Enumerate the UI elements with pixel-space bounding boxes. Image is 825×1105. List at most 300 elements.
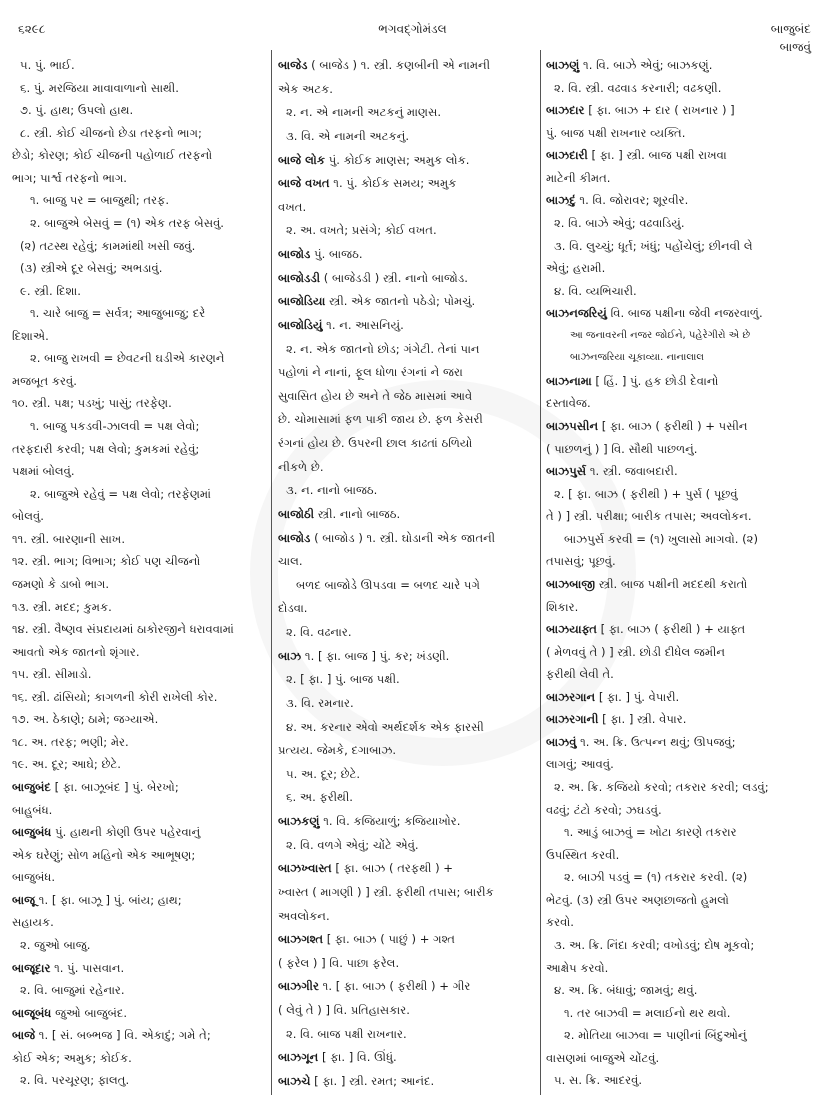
headword: બાઝ [278,648,302,663]
definition-text: ૫. પું. ભાઈ. [20,58,75,72]
definition-line [278,388,534,404]
definition-text: ૨. બાજુએ બેસવું = (૧) એક તરફ બેસવું. [30,215,224,230]
headword: બાઝગીર [278,979,319,994]
definition-line [12,644,268,660]
definition-text: [ ફા. બાઝ ( તરફથી ) + [331,861,454,876]
definition-line [12,576,268,592]
dictionary-entry-line [278,530,534,546]
definition-text: પું. બાજઠ. [310,247,363,261]
definition-line [12,689,268,705]
headword: બાઝનજરિયું [546,306,607,321]
definition-text: તરફદારી કરવી; પક્ષ લેવો; કુમકમાં રહેવું; [12,441,200,456]
definition-text: સહાયક. [12,915,54,930]
dictionary-entry-line [278,57,534,73]
guide-word-bottom: બાજવું [779,40,811,54]
headword: બાઝગશ્ત [278,932,324,947]
definition-text: ૨. બાઝી પડવું = (૧) તકરાર કરવી. (૨) [564,870,748,885]
definition-text: બાઝનજરિયા ચૂકાવ્યા. નાનાલાલ [570,352,704,364]
definition-line [546,553,814,569]
definition-text: ૨. વિ. વળગે એવું; ચોંટે એવું. [286,837,419,852]
definition-text: નીકળે છે. [278,459,324,474]
definition-text: અવલોકન. [278,908,330,923]
definition-text: ૧. બાજુ પકડવી-ઝાલવી = પક્ષ લેવો; [30,419,200,433]
column-3 [546,57,814,1089]
definition-text: ૨. મોતિયા બાઝવા = પાણીનાં બિંદુઓનું [564,1028,747,1043]
definition-line [12,869,268,885]
definition-line [278,364,534,380]
definition-text: ( બાજોડ ) ૧. સ્ત્રી. ઘોડાની એક જાતની [310,530,496,545]
definition-text: ૧. ચારે બાજુ = સર્વત્ર; આજુબાજુ; દરે [30,306,206,321]
definition-text: [ ફા. બાઝ ( પાછું ) + ગશ્ત [323,932,455,947]
definition-text: ૧૯. અ. દૂર; આઘે; છેટે. [12,757,121,772]
book-title: ભગવદ્ગોમંડલ [378,22,447,36]
headword: બાઝણું [546,58,580,72]
definition-text: [ ફા. બાઝૂબંદ ] પું. બેરખો; [50,780,179,794]
headword: બાઝનામા [546,373,592,388]
definition-text: ૨. બાજુ રાખવી = છેવટની ઘડીએ કારણને [30,351,225,366]
definition-text: ૮. સ્ત્રી. કોઈ ચીજનો છેડા તરફનો ભાગ; [20,125,202,140]
definition-text: એક અટક. [278,81,333,96]
definition-text: ચાલ. [278,554,303,569]
definition-line [12,147,268,163]
column-1 [12,57,268,1089]
definition-text: ૧. [ ફા. બાઝ ( ફરીથી ) + ગીર [318,979,471,994]
definition-line [546,937,814,953]
definition-line [546,756,814,772]
definition-text: ૧. [ ફા. બાઝૂ ] પું. બાંય; હાથ; [35,892,182,907]
headword: બાજે લોક [278,152,326,167]
definition-line [278,742,534,758]
dictionary-entry-line [546,711,814,727]
definition-text: રંગનાં હોય છે. ઉપરની છાલ કાઢતાં ઠળિયો [278,436,473,450]
definition-text: ૩. ન. નાનો બાજઠ. [286,483,378,498]
definition-text: ૧૬. સ્ત્રી. ઢાંસિયો; કાગળની કોરી રાખેલી કોર. [12,689,218,704]
definition-text: વખત. [278,199,307,214]
definition-text: ૧. બાજુ પર = બાજુથી; તરફ. [30,193,170,208]
headword: બાઝચે [278,1073,311,1088]
definition-line [12,599,268,615]
definition-text: બાહુબંધ. [12,802,53,817]
definition-text: પું. બાજ પક્ષી રાખનાર વ્યક્તિ. [546,125,686,140]
headword: બાજૂ [12,892,36,907]
definition-text: ૧. ન. આસનિયું. [322,317,404,332]
definition-text: માટેની કીમત. [546,170,611,185]
definition-text: ૬. અ. ફરીથી. [286,790,353,805]
definition-text: ૨. જુઓ બાજુ. [20,937,91,952]
definition-text: ૧. આડું બાઝવું = ખોટા કારણે તકરાર [564,825,737,840]
definition-line [12,238,268,254]
definition-text: ૨. વિ. બાજ પક્ષી રાખનાર. [286,1026,407,1041]
definition-line [546,982,814,998]
definition-text: છે. ચોમાસામાં ફળ પાકી જાય છે. ફળ કેસરી [278,412,483,427]
definition-line [12,802,268,818]
definition-text: ૩. વિ. રમનાર. [286,695,354,710]
definition-line [546,847,814,863]
definition-text: આ જનાવરની નજર જોઈને, પહેરેગીરો એ છે [570,329,751,341]
definition-text: ( પાછળનું ) ] વિ. સૌથી પાછળનું. [546,441,698,456]
definition-line [12,666,268,682]
definition-line [12,1072,268,1088]
headword: બાજોડિયા [278,294,326,309]
definition-line [546,599,814,615]
definition-line [546,238,814,254]
definition-line [278,600,534,616]
definition-text: ૨. વિ. બાઝે એવું; વઢવાડિયું. [554,215,685,230]
definition-text: સ્ત્રી. એક જાતનો પઠેડો; પોમચું. [325,294,476,309]
headword: બાજોડ [278,530,311,545]
definition-line [546,350,814,366]
definition-text: ૧. વિ. જોરાવર; શૂરવીર. [575,193,689,208]
definition-line [278,199,534,215]
definition-line [546,802,814,818]
definition-text: દિશાએ. [12,328,49,343]
definition-text: ૧. વિ. બાઝે એવું; બાઝકણું. [579,58,713,72]
definition-text: કરવો. [546,915,574,930]
definition-text: ૩. વિ. એ નામની અટકનું. [286,128,410,143]
definition-line [546,824,814,840]
definition-text: ૨. ન. એક જાતનો છોડ; ગંગેટી. તેનાં પાન [286,341,480,356]
definition-text: ૧૨. સ્ત્રી. ભાગ; વિભાગ; કોઈ પણ ચીજનો [12,554,201,569]
definition-line [546,644,814,660]
dictionary-entry-line [546,463,814,479]
dictionary-entry-line [546,102,814,118]
definition-text: વાસણમાં બાજુએ ચોંટવું. [546,1050,660,1065]
dictionary-entry-line [278,506,534,522]
definition-text: ૨. અ. વખતે; પ્રસંગે; કોઈ વખત. [286,223,437,238]
definition-text: ( ફરેલ ) ] વિ. પાછા ફરેલ. [278,955,400,970]
headword: બાઝરગાની [546,712,599,727]
headword: બાઝયાફ્ત [546,622,597,637]
definition-line [546,125,814,141]
definition-text: સ્ત્રી. નાનો બાજઠ. [314,506,401,521]
definition-text: બળદ બાજોડે ઊપડવા = બળદ ચારે પગે [296,577,480,592]
dictionary-entry-line [278,648,534,664]
headword: બાજોઠી [278,506,315,521]
definition-line [12,305,268,321]
definition-line [546,441,814,457]
headword: બાજેડ [278,58,308,72]
definition-text: ભેટવું. (૩) સ્ત્રી ઉપર અણછાજતો હુમલો [546,892,729,907]
definition-line [546,395,814,411]
definition-text: [ ફા. ] પું. વેપારી. [595,689,680,704]
definition-text: ૧૮. અ. તરફ; ભણી; મેર. [12,734,129,749]
definition-text: ૧૩. સ્ત્રી. મદદ; કુમક. [12,599,112,614]
headword: બાઝપુર્સ [546,464,587,479]
definition-line [12,531,268,547]
dictionary-entry-line [12,824,268,840]
definition-line [546,215,814,231]
headword: બાજોડ [278,247,311,261]
definition-text: ૧૧. સ્ત્રી. બારણાની સાખ. [12,531,126,546]
definition-text: ૫. સ. ક્રિ. આદરવું. [554,1073,643,1088]
headword: બાઝદું [546,193,576,208]
definition-line [278,104,534,120]
definition-line [278,435,534,451]
definition-text: શિકાર. [546,599,579,614]
definition-line [278,624,534,640]
headword: બાઝગૂન [278,1050,319,1065]
definition-line [546,260,814,276]
column-divider [271,50,272,1095]
definition-text: ઉપસ્થિત કરવી. [546,847,620,862]
dictionary-entry-line [12,892,268,908]
headword: બાઝપસીન [546,419,599,433]
dictionary-entry-line [278,1049,534,1065]
dictionary-entry-line [546,373,814,389]
definition-line [12,756,268,772]
dictionary-entry-line [546,418,814,434]
definition-text: ૨. [ ફા. બાઝ ( ફરીથી ) + પુર્સ ( પૂછવું [554,486,738,501]
definition-line [546,486,814,502]
definition-text: [ હિં. ] પું. હક છોડી દેવાનો [591,373,719,388]
definition-text: (૨) તટસ્થ રહેવું; કામમાંથી ખસી જવું. [20,238,196,253]
definition-line [12,914,268,930]
definition-text: ૬. પું. મરજિયા માવાવાળાનો સાથી. [20,80,179,95]
definition-text: સ્ત્રી. બાજ પક્ષીની મદદથી કરાતો [595,576,748,591]
definition-text: આક્ષેપ કરવો. [546,960,609,975]
definition-line [278,577,534,593]
definition-text: કોઈ એક; અમુક; કોઈક. [12,1050,132,1065]
definition-text: લાગવું; આવવું. [546,757,614,772]
definition-text: [ ફા. બાઝ + દાર ( રાખનાર ) ] [584,103,735,118]
definition-line [278,884,534,900]
definition-line [12,734,268,750]
dictionary-entry-line [278,1073,534,1089]
definition-line [278,695,534,711]
definition-line [278,955,534,971]
headword: બાજૂદાર [12,960,51,975]
definition-text: ૧. અ. ક્રિ. ઉત્પન્ન થવું; ઊપજવું; [576,734,736,749]
definition-line [278,671,534,687]
definition-line [12,441,268,457]
definition-text: ૭. પું. હાથ; ઉપલો હાથ. [20,103,134,118]
definition-text: પ્રત્યય. જેમકે, દગાબાઝ. [278,743,397,758]
definition-line [278,81,534,97]
dictionary-entry-line [546,621,814,637]
definition-text: પહોળાં ને નાનાં, ફૂલ ધોળા રંગનાં ને જરા [278,365,463,380]
definition-text: (૩) સ્ત્રીએ દૂર બેસવું; અભડાવું. [20,261,163,276]
definition-line [12,170,268,186]
dictionary-entry-line [278,813,534,829]
definition-line [546,914,814,930]
definition-text: વઢવું; ટંટો કરવો; ઝઘડવું. [546,802,662,817]
definition-line [278,459,534,475]
definition-text: ૧૦. સ્ત્રી. પક્ષ; પડખું; પાસું; તરફેણ. [12,396,172,411]
definition-text: [ ફા. ] વિ. ઊંધું. [318,1050,397,1065]
definition-text: ( લેવું તે ) ] વિ. પ્રતિહાસકાર. [278,1003,410,1017]
page-number: ૬૨૯૮ [18,22,46,36]
definition-line [12,215,268,231]
definition-line [12,350,268,366]
definition-line [12,395,268,411]
definition-text: ૨. વિ. પરચૂરણ; ફાલતુ. [20,1073,130,1088]
definition-line [12,192,268,208]
definition-line [546,1027,814,1043]
headword: બાઝકણું [278,814,320,828]
definition-text: ૧૫. સ્ત્રી. સીમાડો. [12,667,92,682]
definition-line [12,486,268,502]
definition-line [546,960,814,976]
definition-text: દસ્તાવેજ. [546,396,591,411]
dictionary-entry-line [278,270,534,286]
definition-text: બાઝપુર્સ કરવી = (૧) ખુલાસો માગવો. (૨) [564,531,758,546]
definition-line [12,80,268,96]
dictionary-entry-line [278,152,534,168]
dictionary-entry-line [12,1005,268,1021]
dictionary-entry-line [278,317,534,333]
definition-line [12,260,268,276]
definition-line [278,128,534,144]
column-2 [278,57,534,1089]
dictionary-entry-line [546,689,814,705]
definition-line [12,847,268,863]
definition-text: જમણો કે ડાબો ભાગ. [12,576,110,591]
definition-line [546,666,814,682]
definition-line [278,837,534,853]
definition-text: [ ફા. ] સ્ત્રી. રમત; આનંદ. [310,1073,435,1088]
definition-line [12,57,268,73]
definition-text: ૨. વિ. સ્ત્રી. વઢવાડ કરનારી; વઢકણી. [554,80,722,95]
dictionary-entry-line [278,931,534,947]
dictionary-entry-line [12,1027,268,1043]
headword: બાઝવું [546,734,577,749]
definition-text: ૨. વિ. વઢનાર. [286,625,352,639]
headword: બાઝદારી [546,148,588,163]
dictionary-entry-line [278,978,534,994]
definition-line [546,170,814,186]
definition-text: ૧૪. સ્ત્રી. વૈષ્ણવ સંપ્રદાયમાં ઠાકોરજીને ધરાવવામાં [12,622,234,637]
definition-text: પું. હાથની કોણી ઉપર પહેરવાનું [51,825,201,840]
dictionary-entry-line [546,734,814,750]
definition-line [278,1002,534,1018]
definition-line [12,508,268,524]
definition-line [546,892,814,908]
definition-line [12,553,268,569]
definition-text: ૯. સ્ત્રી. દિશા. [20,283,81,298]
headword: બાઝબાજી [546,576,596,591]
definition-line [278,1026,534,1042]
definition-line [546,531,814,547]
definition-line [546,328,814,344]
definition-text: ૨. ન. એ નામની અટકનું માણસ. [286,105,442,120]
dictionary-entry-line [278,860,534,876]
definition-text: ભાગ; પાર્શ્વ તરફનો ભાગ. [12,170,127,185]
dictionary-entry-line [546,192,814,208]
definition-line [12,373,268,389]
definition-text: ૫. અ. દૂર; છેટે. [286,766,361,781]
dictionary-entry-line [546,57,814,73]
definition-line [546,869,814,885]
definition-line [278,553,534,569]
headword: બાઝદાર [546,103,585,118]
definition-text: ૩. અ. ક્રિ. નિંદા કરવી; વખોડવું; દોષ મૂકવો; [554,937,755,952]
definition-line [546,1005,814,1021]
definition-text: [ ફા. ] સ્ત્રી. બાજ પક્ષી રાખવા [587,148,727,163]
headword: બાજોડડી [278,270,321,285]
definition-line [546,1050,814,1066]
definition-line [278,908,534,924]
definition-text: ૨. વિ. બાજુમાં રહેનાર. [20,983,125,998]
definition-text: [ ફા. બાઝ ( ફરીથી ) + યાફ્ત [596,622,746,637]
definition-text: જુઓ બાજુબંદ. [51,1005,128,1020]
dictionary-entry-line [278,293,534,309]
definition-text: ફરીથી લેવી તે. [546,667,614,682]
definition-line [278,411,534,427]
definition-text: મજબૂત કરવું. [12,373,77,388]
definition-text: એવું; હરામી. [546,261,606,276]
dictionary-entry-line [12,779,268,795]
headword: બાજૂબંધ [12,1005,52,1020]
definition-text: ૧. પું. કોઈક સમય; અમુક [329,176,457,191]
definition-text: બાજુબંધ. [12,870,56,885]
definition-line [278,766,534,782]
definition-text: ૧૭. અ. ઠેકાણે; ઠામે; જગ્યાએ. [12,712,159,727]
definition-text: [ ફા. બાઝ ( ફરીથી ) + પસીન [598,419,748,433]
definition-text: ૪. વિ. વ્યભિચારી. [554,283,637,298]
definition-text: ૧. તર બાઝવી = મલાઈનો થર થવો. [564,1005,731,1020]
definition-text: સુવાસિત હોય છે અને તે જેઠ માસમાં આવે [278,388,473,403]
headword: બાજે વખત [278,176,330,191]
definition-text: ખ્વાસ્ત ( માગણી ) ] સ્ત્રી. ફરીથી તપાસ; બારીક [278,884,494,899]
headword: બાજોડિયું [278,317,323,332]
definition-text: પું. કોઈક માણસ; અમુક લોક. [325,152,470,167]
dictionary-entry-line [12,960,268,976]
definition-line [278,222,534,238]
definition-line [278,341,534,357]
definition-line [546,283,814,299]
definition-text: ૧. પું. પાસવાન. [50,960,125,975]
definition-text: ૩. વિ. લુચ્ચું; ધૂર્ત; ખંધું; પહોંચેલું; છીનવી લે [554,238,753,253]
definition-line [12,102,268,118]
definition-line [12,283,268,299]
definition-text: વિ. બાજ પક્ષીના જેવી નજરવાળું. [606,306,763,321]
definition-line [12,1050,268,1066]
definition-line [278,719,534,735]
definition-text: તે ) ] સ્ત્રી. પરીક્ષા; બારીક તપાસ; અવલોકન. [546,509,752,524]
definition-line [278,789,534,805]
definition-text: ૨. બાજુએ રહેવું = પક્ષ લેવો; તરફેણમાં [30,486,211,501]
definition-text: ૨. [ ફા. ] પું. બાજ પક્ષી. [286,672,400,687]
definition-text: છેડો; કોરણ; કોઈ ચીજની પહોળાઈ તરફનો [12,148,213,163]
headword: બાજુબંદ [12,780,51,794]
dictionary-entry-line [546,147,814,163]
definition-line [12,937,268,953]
definition-line [12,463,268,479]
definition-text: ( બાજેડ ) ૧. સ્ત્રી. કણબીની એ નામની [307,58,491,72]
definition-text: ૨. અ. ક્રિ. કજિયો કરવો; તકરાર કરવી; લડવું; [554,780,769,794]
definition-line [12,125,268,141]
definition-text: ૪. અ. ક્રિ. બંધાવું; જામવું; થવું. [554,983,698,998]
dictionary-entry-line [278,246,534,262]
headword: બાજુબંધ [12,825,52,840]
definition-line [278,482,534,498]
definition-text: ( મેળવવું તે ) ] સ્ત્રી. છોડી દીધેલ જમીન [546,644,725,659]
definition-text: ૧. [ ફા. બાજ ] પું. કર; ખંડણી. [301,648,450,663]
definition-text: ૧. સ્ત્રી. જવાબદારી. [586,464,678,479]
definition-line [546,779,814,795]
definition-text: પક્ષમાં બોલવું. [12,464,75,479]
definition-text: ૧. વિ. કજિયાળું; કજિયાખોર. [319,814,461,828]
headword: બાજે [12,1028,36,1043]
headword: બાઝરગાન [546,689,596,704]
definition-line [12,711,268,727]
guide-word-top: બાજુબંદ [770,22,811,36]
definition-line [546,80,814,96]
definition-text: બોલવું. [12,509,44,524]
dictionary-entry-line [546,576,814,592]
dictionary-entry-line [278,175,534,191]
definition-line [546,1072,814,1088]
